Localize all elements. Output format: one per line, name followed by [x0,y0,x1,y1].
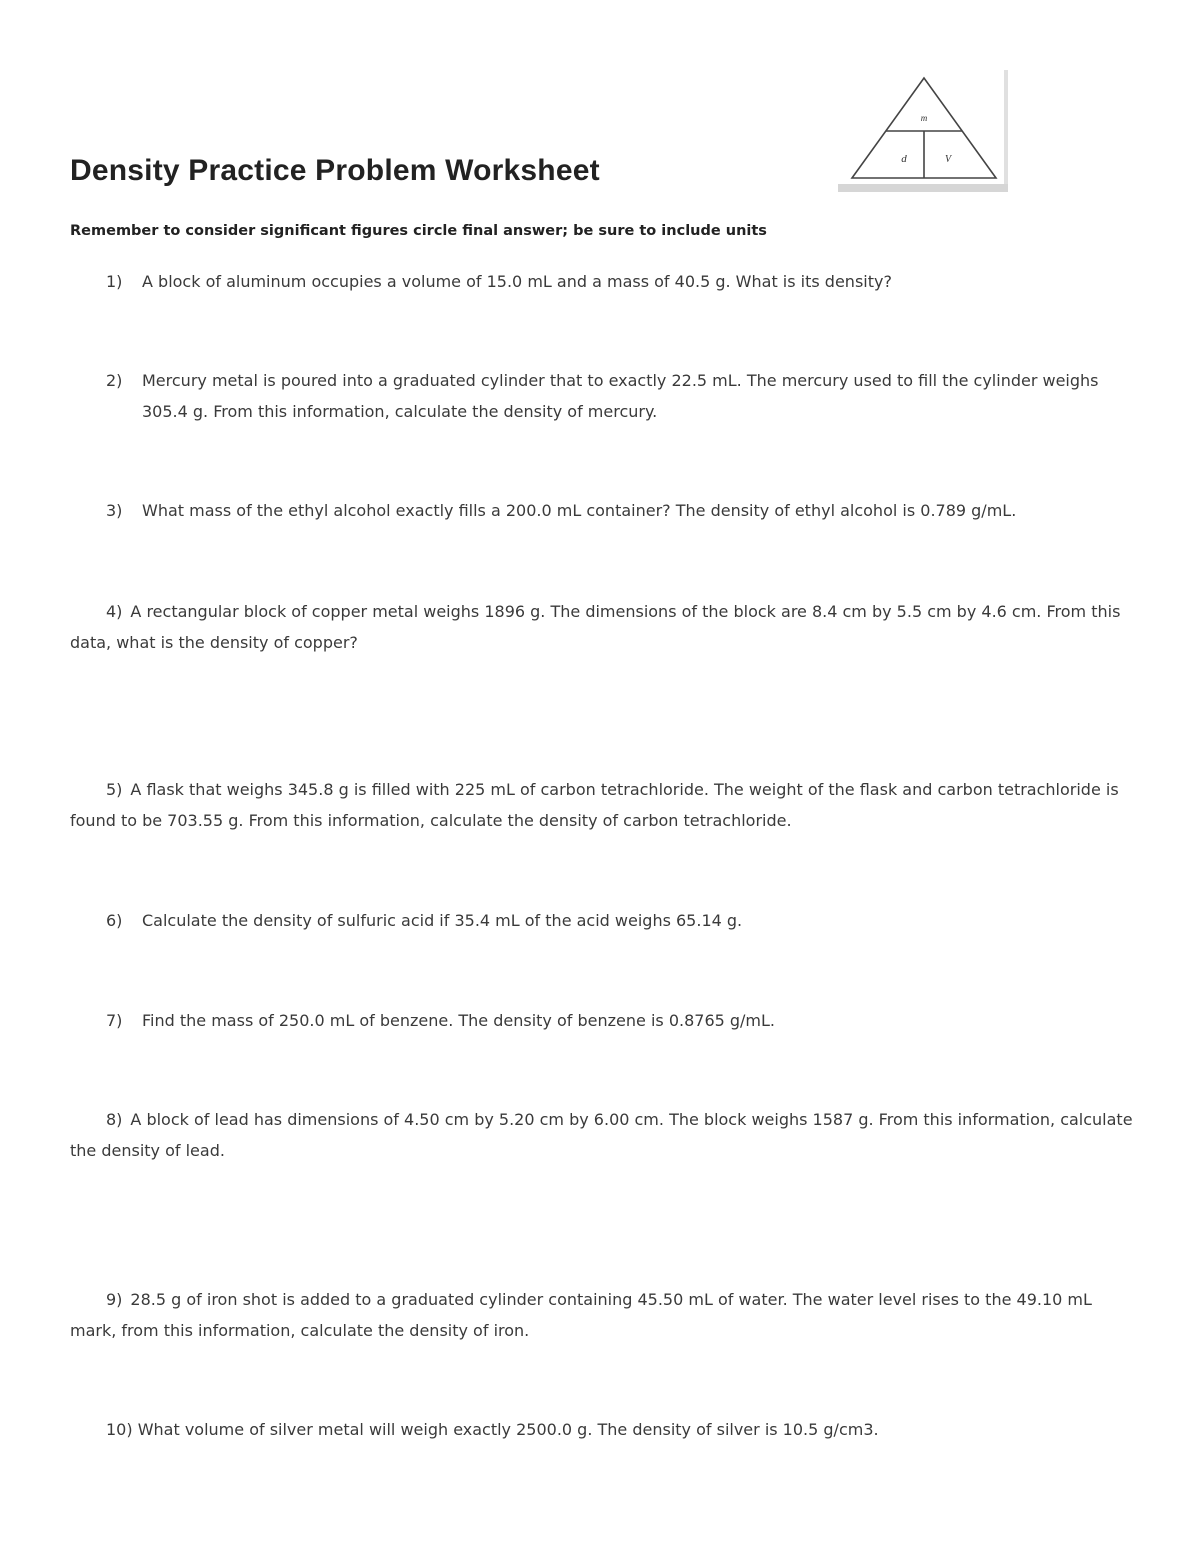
density-triangle-icon [838,70,1010,194]
diagram-mass-label: m [920,113,928,123]
problem-10 [106,1414,1136,1445]
problem-number: 1) [106,272,123,291]
problem-number: 7) [106,1011,123,1030]
problem-8 [70,1104,1140,1166]
diagram-volume-label: V [944,154,952,165]
problem-number: 2) [106,371,123,390]
problem-number: 8) [106,1110,123,1129]
problem-6 [106,905,1136,936]
problem-2 [106,365,1136,427]
problem-text: A block of aluminum occupies a volume of 15.0 mL and a mass of 40.5 g. What is its density? [142,272,892,291]
problem-text: A rectangular block of copper metal weighs 1896 g. The dimensions of the block are 8.4 cm by 5.5 cm by 4.6 cm. From this data, what is the density of copper? [70,602,1121,652]
problem-text: What volume of silver metal will weigh exactly 2500.0 g. The density of silver is 10.5 g/cm3. [137,1420,879,1439]
problem-7 [106,1005,1136,1036]
problem-text: Mercury metal is poured into a graduated cylinder that to exactly 22.5 mL. The mercury used to fill the cylinder weighs 305.4 g. From this information, calculate the density of mercury. [142,371,1099,421]
problem-number: 3) [106,501,123,520]
diagram-density-label: d [901,153,907,165]
problem-1 [106,266,1136,297]
page-title: Density Practice Problem Worksheet [70,154,600,187]
problem-number: 4) [106,602,123,621]
problem-5 [70,774,1140,836]
problem-text: Find the mass of 250.0 mL of benzene. The density of benzene is 0.8765 g/mL. [142,1011,776,1030]
problem-number: 10) [106,1420,133,1439]
problem-text: Calculate the density of sulfuric acid if 35.4 mL of the acid weighs 65.14 g. [142,911,743,930]
problem-number: 6) [106,911,123,930]
problem-4 [70,596,1140,658]
problem-3 [106,495,1136,526]
problem-text: 28.5 g of iron shot is added to a graduated cylinder containing 45.50 mL of water. The water level rises to the 49.10 mL mark, from this information, calculate the density of iron. [70,1290,1092,1340]
problem-text: What mass of the ethyl alcohol exactly fills a 200.0 mL container? The density of ethyl alcohol is 0.789 g/mL. [142,501,1017,520]
problem-9 [70,1284,1140,1346]
instructions: Remember to consider significant figures circle final answer; be sure to include units [70,223,767,239]
density-triangle-diagram [838,70,1010,194]
problem-number: 9) [106,1290,123,1309]
problem-text: A block of lead has dimensions of 4.50 cm by 5.20 cm by 6.00 cm. The block weighs 1587 g. From this information, calculate the density of lead. [70,1110,1133,1160]
problem-number: 5) [106,780,123,799]
problem-line [106,1414,1136,1445]
problem-text: A flask that weighs 345.8 g is filled with 225 mL of carbon tetrachloride. The weight of the flask and carbon tetrachloride is found to be 703.55 g. From this information, calculate the density of carbon tetrachloride. [70,780,1119,830]
